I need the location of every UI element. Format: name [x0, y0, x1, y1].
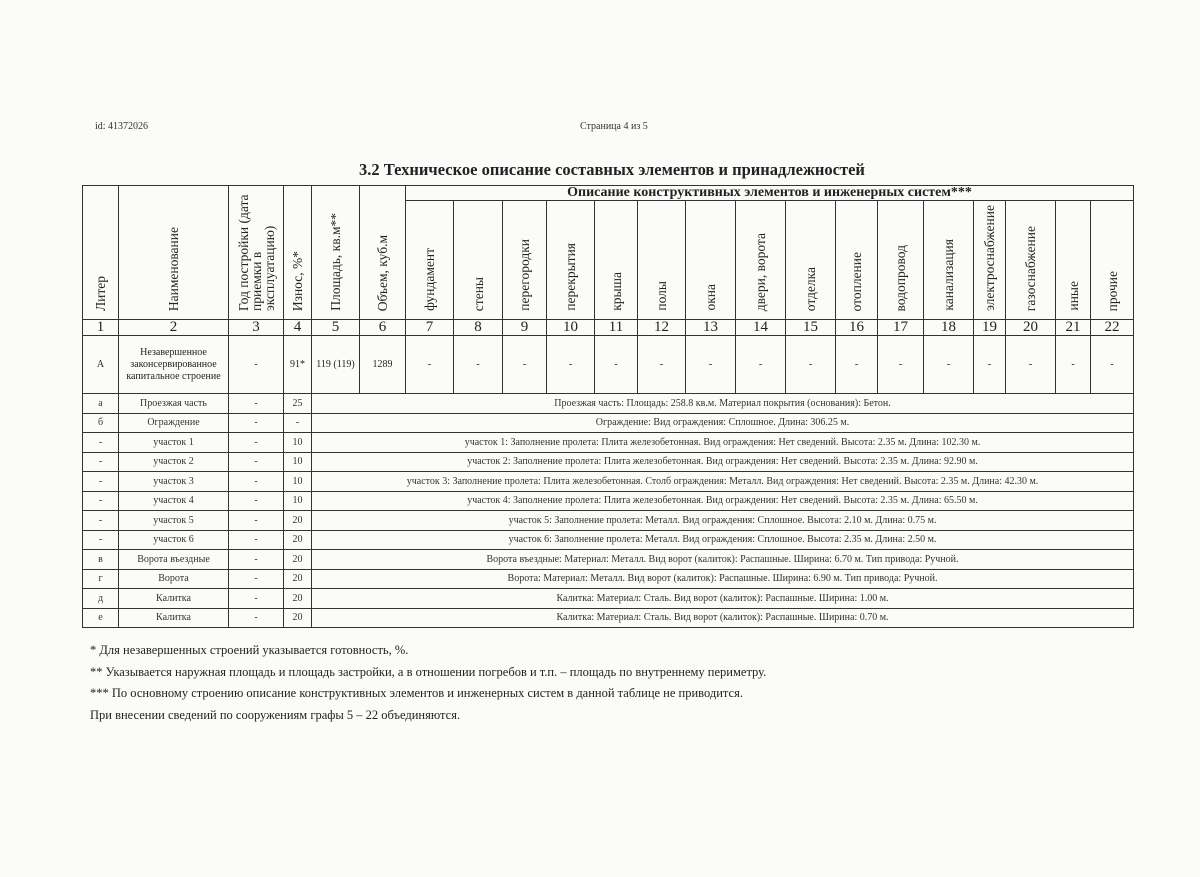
- cell-wear: 10: [284, 433, 312, 453]
- column-header: Площадь, кв.м**: [312, 186, 360, 320]
- table-row: [83, 472, 1134, 492]
- cell-year: -: [229, 491, 284, 511]
- cell-year: -: [229, 336, 284, 394]
- cell-liter: А: [83, 336, 119, 394]
- cell-wear: 25: [284, 394, 312, 414]
- column-header: Износ, %*: [284, 186, 312, 320]
- cell-wear: 20: [284, 589, 312, 609]
- column-header: отделка: [786, 201, 836, 320]
- section-title: 3.2 Техническое описание составных элементов и принадлежностей: [359, 160, 865, 179]
- cell-wear: 20: [284, 569, 312, 589]
- column-number: 19: [974, 320, 1006, 336]
- column-header: газоснабжение: [1006, 201, 1056, 320]
- cell-wear: 20: [284, 530, 312, 550]
- cell-wear: -: [284, 413, 312, 433]
- table-row: [83, 608, 1134, 628]
- cell-wear: 20: [284, 511, 312, 531]
- cell-year: -: [229, 433, 284, 453]
- table-row: [83, 569, 1134, 589]
- cell-name: участок 2: [119, 452, 229, 472]
- footnote: При внесении сведений по сооружениям графы 5 – 22 объединяются.: [90, 708, 461, 722]
- group-header: Описание конструктивных элементов и инженерных систем***: [406, 186, 1134, 201]
- cell-element: -: [1006, 336, 1056, 394]
- column-number: 8: [454, 320, 503, 336]
- cell-name: Калитка: [119, 608, 229, 628]
- column-header: полы: [638, 201, 686, 320]
- column-number: 12: [638, 320, 686, 336]
- column-header: канализация: [924, 201, 974, 320]
- cell-name: участок 3: [119, 472, 229, 492]
- cell-name: участок 4: [119, 491, 229, 511]
- cell-year: -: [229, 511, 284, 531]
- column-header: водопровод: [878, 201, 924, 320]
- column-header: иные: [1056, 201, 1091, 320]
- column-number: 11: [595, 320, 638, 336]
- column-header: Год постройки (дата приемки в эксплуатацию): [229, 186, 284, 320]
- column-header: фундамент: [406, 201, 454, 320]
- cell-element: -: [1056, 336, 1091, 394]
- cell-wear: 20: [284, 550, 312, 570]
- cell-description: участок 6: Заполнение пролета: Металл. Вид ограждения: Сплошное. Высота: 2.35 м. Длина: 2.50 м.: [312, 530, 1134, 550]
- cell-element: -: [786, 336, 836, 394]
- column-number: 4: [284, 320, 312, 336]
- cell-element: -: [974, 336, 1006, 394]
- cell-wear: 10: [284, 472, 312, 492]
- cell-year: -: [229, 452, 284, 472]
- column-number: 9: [503, 320, 547, 336]
- table-row: [83, 452, 1134, 472]
- cell-name: участок 6: [119, 530, 229, 550]
- cell-year: -: [229, 413, 284, 433]
- table-row: [83, 336, 1134, 394]
- column-number: 16: [836, 320, 878, 336]
- column-header: окна: [686, 201, 736, 320]
- column-number: 14: [736, 320, 786, 336]
- cell-description: участок 5: Заполнение пролета: Металл. Вид ограждения: Сплошное. Высота: 2.10 м. Длина: 0.75 м.: [312, 511, 1134, 531]
- cell-element: -: [503, 336, 547, 394]
- cell-element: -: [638, 336, 686, 394]
- cell-description: участок 3: Заполнение пролета: Плита железобетонная. Столб ограждения: Металл. Вид ограждения: Нет сведений. Высота: 2.35 м. Длина: 42.30 м.: [312, 472, 1134, 492]
- cell-name: участок 5: [119, 511, 229, 531]
- cell-liter: -: [83, 472, 119, 492]
- technical-description-table: [82, 185, 1134, 628]
- cell-element: -: [878, 336, 924, 394]
- cell-name: участок 1: [119, 433, 229, 453]
- cell-liter: -: [83, 433, 119, 453]
- cell-wear: 20: [284, 608, 312, 628]
- cell-description: участок 2: Заполнение пролета: Плита железобетонная. Вид ограждения: Нет сведений. Высота: 2.35 м. Длина: 92.90 м.: [312, 452, 1134, 472]
- column-number: 22: [1091, 320, 1134, 336]
- footnote: ** Указывается наружная площадь и площадь застройки, а в отношении погребов и т.п. – площадь по внутреннему периметру.: [90, 665, 767, 679]
- cell-year: -: [229, 394, 284, 414]
- cell-element: -: [924, 336, 974, 394]
- table-row: [83, 550, 1134, 570]
- column-number: 6: [360, 320, 406, 336]
- cell-element: -: [454, 336, 503, 394]
- cell-description: Ворота: Материал: Металл. Вид ворот (калиток): Распашные. Ширина: 6.90 м. Тип привода: Ручной.: [312, 569, 1134, 589]
- cell-description: Ограждение: Вид ограждения: Сплошное. Длина: 306.25 м.: [312, 413, 1134, 433]
- column-header: стены: [454, 201, 503, 320]
- cell-wear: 10: [284, 491, 312, 511]
- cell-liter: в: [83, 550, 119, 570]
- column-number: 20: [1006, 320, 1056, 336]
- cell-element: -: [836, 336, 878, 394]
- column-number: 5: [312, 320, 360, 336]
- column-header: Объем, куб.м: [360, 186, 406, 320]
- cell-name: Ворота въездные: [119, 550, 229, 570]
- table-row: [83, 491, 1134, 511]
- table-row: [83, 530, 1134, 550]
- document-id: id: 41372026: [95, 121, 149, 132]
- cell-liter: -: [83, 491, 119, 511]
- cell-element: -: [406, 336, 454, 394]
- cell-liter: б: [83, 413, 119, 433]
- column-header: Наименование: [119, 186, 229, 320]
- table-row: [83, 511, 1134, 531]
- cell-year: -: [229, 589, 284, 609]
- table-row: [83, 589, 1134, 609]
- column-header: прочие: [1091, 201, 1134, 320]
- cell-element: -: [595, 336, 638, 394]
- column-header: отопление: [836, 201, 878, 320]
- column-number: 21: [1056, 320, 1091, 336]
- column-number: 7: [406, 320, 454, 336]
- cell-liter: д: [83, 589, 119, 609]
- cell-year: -: [229, 472, 284, 492]
- cell-element: -: [736, 336, 786, 394]
- footnote: *** По основному строению описание конструктивных элементов и инженерных систем в данной таблице не приводится.: [90, 686, 743, 700]
- cell-year: -: [229, 530, 284, 550]
- table-row: [83, 433, 1134, 453]
- cell-description: Проезжая часть: Площадь: 258.8 кв.м. Материал покрытия (основания): Бетон.: [312, 394, 1134, 414]
- cell-name: Калитка: [119, 589, 229, 609]
- cell-liter: е: [83, 608, 119, 628]
- footnote: * Для незавершенных строений указывается готовность, %.: [90, 643, 409, 657]
- page-number: Страница 4 из 5: [580, 121, 648, 132]
- cell-description: участок 1: Заполнение пролета: Плита железобетонная. Вид ограждения: Нет сведений. Высота: 2.35 м. Длина: 102.30 м.: [312, 433, 1134, 453]
- cell-name: Ограждение: [119, 413, 229, 433]
- cell-element: -: [547, 336, 595, 394]
- table-row: [83, 394, 1134, 414]
- cell-liter: -: [83, 530, 119, 550]
- column-number: 13: [686, 320, 736, 336]
- column-number: 3: [229, 320, 284, 336]
- column-header: перекрытия: [547, 201, 595, 320]
- cell-description: Калитка: Материал: Сталь. Вид ворот (калиток): Распашные. Ширина: 0.70 м.: [312, 608, 1134, 628]
- column-number: 2: [119, 320, 229, 336]
- column-header: крыша: [595, 201, 638, 320]
- column-number: 18: [924, 320, 974, 336]
- column-number: 15: [786, 320, 836, 336]
- column-number: 17: [878, 320, 924, 336]
- cell-element: -: [686, 336, 736, 394]
- cell-wear: 91*: [284, 336, 312, 394]
- column-number: 1: [83, 320, 119, 336]
- cell-liter: а: [83, 394, 119, 414]
- column-number: 10: [547, 320, 595, 336]
- cell-element: -: [1091, 336, 1134, 394]
- table-row: [83, 413, 1134, 433]
- cell-year: -: [229, 550, 284, 570]
- column-header: Литер: [83, 186, 119, 320]
- cell-name: Проезжая часть: [119, 394, 229, 414]
- cell-name: Незавершенное законсервированное капитальное строение: [119, 336, 229, 394]
- column-header: двери, ворота: [736, 201, 786, 320]
- column-header: электроснабжение: [974, 201, 1006, 320]
- cell-wear: 10: [284, 452, 312, 472]
- cell-liter: г: [83, 569, 119, 589]
- cell-year: -: [229, 569, 284, 589]
- cell-volume: 1289: [360, 336, 406, 394]
- cell-description: Ворота въездные: Материал: Металл. Вид ворот (калиток): Распашные. Ширина: 6.70 м. Тип привода: Ручной.: [312, 550, 1134, 570]
- column-header: перегородки: [503, 201, 547, 320]
- cell-liter: -: [83, 452, 119, 472]
- cell-description: Калитка: Материал: Сталь. Вид ворот (калиток): Распашные. Ширина: 1.00 м.: [312, 589, 1134, 609]
- cell-name: Ворота: [119, 569, 229, 589]
- cell-description: участок 4: Заполнение пролета: Плита железобетонная. Вид ограждения: Нет сведений. Высота: 2.35 м. Длина: 65.50 м.: [312, 491, 1134, 511]
- cell-liter: -: [83, 511, 119, 531]
- cell-year: -: [229, 608, 284, 628]
- cell-area: 119 (119): [312, 336, 360, 394]
